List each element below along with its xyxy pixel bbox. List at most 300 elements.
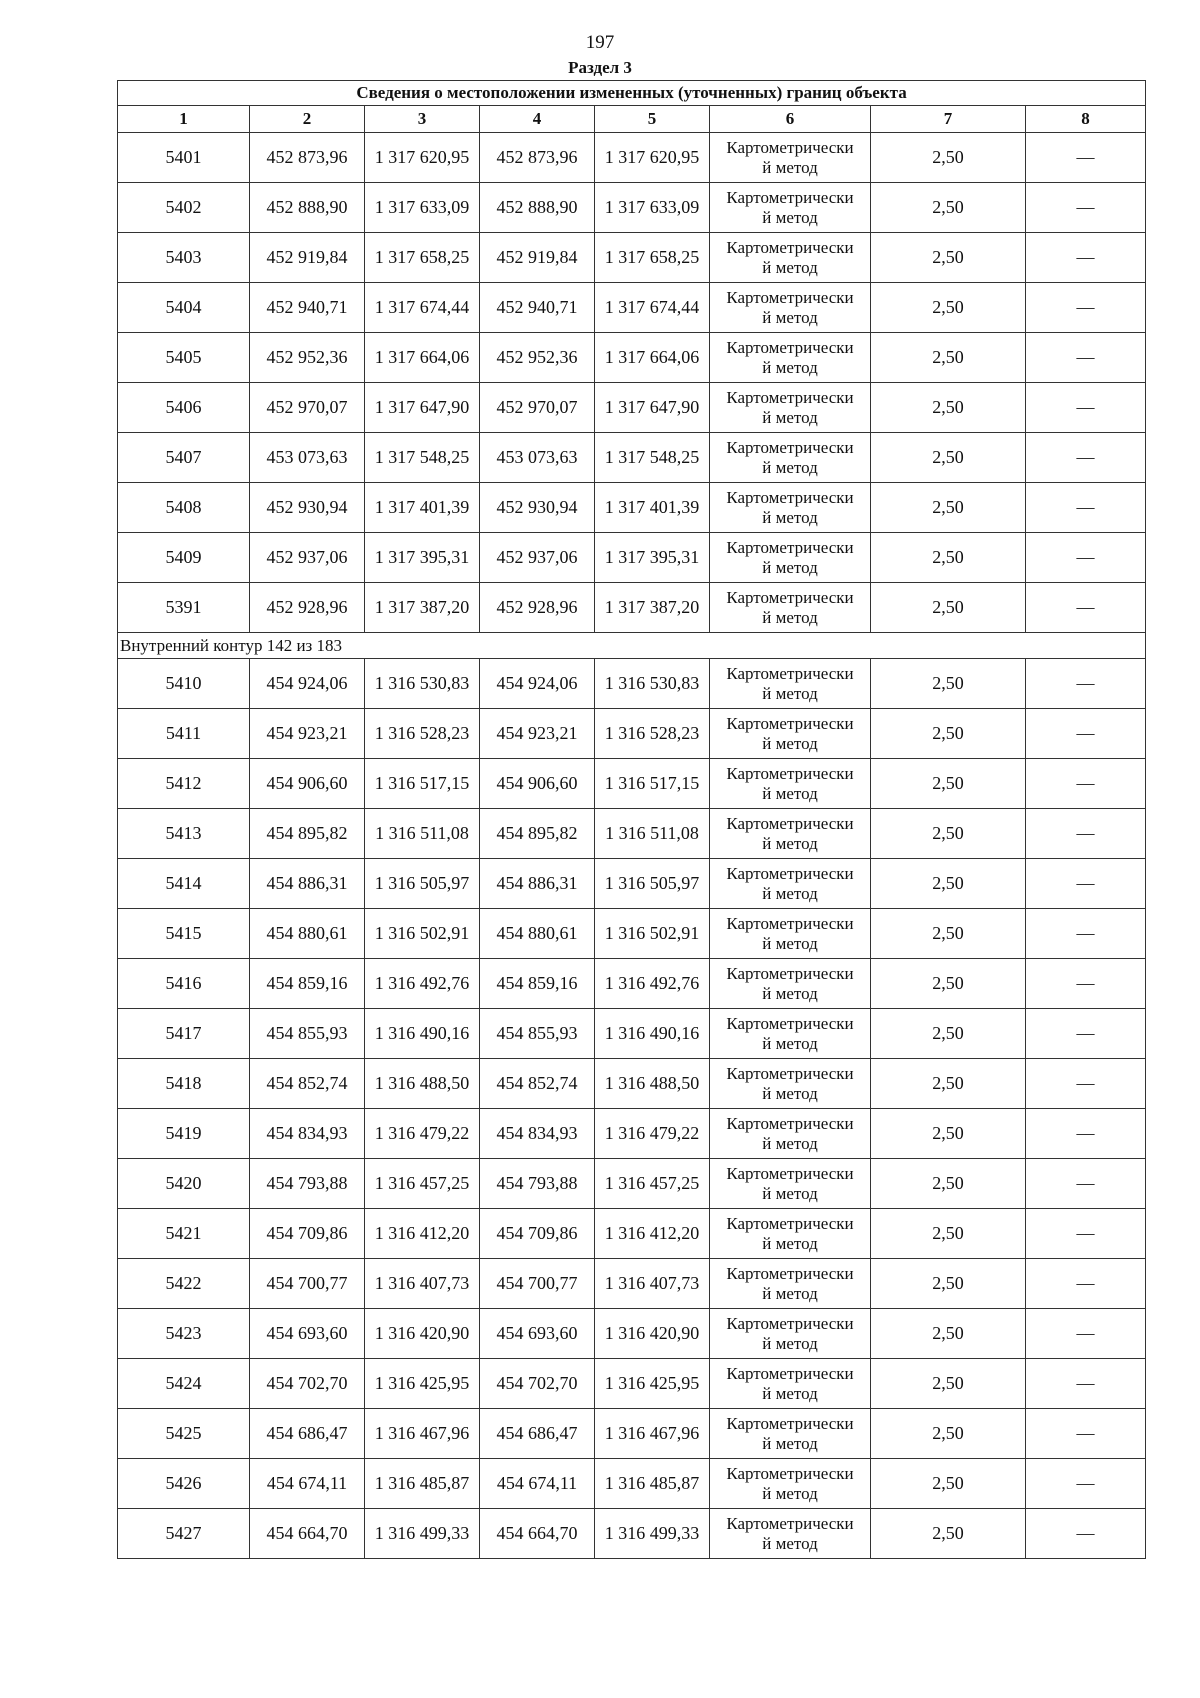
- method-text-line2: й метод: [762, 607, 818, 627]
- note-cell: —: [1026, 959, 1146, 1009]
- point-number-cell: 5407: [118, 433, 250, 483]
- accuracy-cell: 2,50: [871, 859, 1026, 909]
- coord-y-existing-cell: 1 316 420,90: [365, 1309, 480, 1359]
- note-cell: —: [1026, 809, 1146, 859]
- coord-x-existing-cell: 452 937,06: [250, 533, 365, 583]
- coord-x-new-cell: 454 674,11: [480, 1459, 595, 1509]
- method-text-line2: й метод: [762, 1083, 818, 1103]
- table-row: [118, 1209, 1146, 1259]
- accuracy-cell: 2,50: [871, 1159, 1026, 1209]
- note-cell: —: [1026, 1459, 1146, 1509]
- coord-x-new-cell: 454 686,47: [480, 1409, 595, 1459]
- column-header: 8: [1026, 106, 1146, 133]
- method-text-line1: Картометрически: [726, 537, 854, 557]
- table-row: [118, 183, 1146, 233]
- accuracy-cell: 2,50: [871, 133, 1026, 183]
- table-row: [118, 659, 1146, 709]
- coord-y-new-cell: 1 316 490,16: [595, 1009, 710, 1059]
- note-cell: —: [1026, 133, 1146, 183]
- coord-y-existing-cell: 1 316 505,97: [365, 859, 480, 909]
- method-text-line2: й метод: [762, 1183, 818, 1203]
- note-cell: —: [1026, 859, 1146, 909]
- coord-y-new-cell: 1 317 395,31: [595, 533, 710, 583]
- method-cell: [710, 759, 871, 809]
- coord-x-new-cell: 454 664,70: [480, 1509, 595, 1559]
- coord-y-new-cell: 1 317 658,25: [595, 233, 710, 283]
- point-number-cell: 5419: [118, 1109, 250, 1159]
- coord-x-new-cell: 454 834,93: [480, 1109, 595, 1159]
- point-number-cell: 5422: [118, 1259, 250, 1309]
- table-row: [118, 433, 1146, 483]
- coord-x-new-cell: 454 924,06: [480, 659, 595, 709]
- column-header: 6: [710, 106, 871, 133]
- accuracy-cell: 2,50: [871, 709, 1026, 759]
- method-text-line2: й метод: [762, 1283, 818, 1303]
- coord-x-new-cell: 454 895,82: [480, 809, 595, 859]
- note-cell: —: [1026, 533, 1146, 583]
- accuracy-cell: 2,50: [871, 909, 1026, 959]
- accuracy-cell: 2,50: [871, 1059, 1026, 1109]
- column-header: 3: [365, 106, 480, 133]
- note-cell: —: [1026, 709, 1146, 759]
- coord-x-existing-cell: 453 073,63: [250, 433, 365, 483]
- method-cell: [710, 383, 871, 433]
- column-header: 1: [118, 106, 250, 133]
- coord-x-existing-cell: 454 709,86: [250, 1209, 365, 1259]
- method-text-line2: й метод: [762, 1133, 818, 1153]
- method-cell: [710, 909, 871, 959]
- coord-x-new-cell: 454 693,60: [480, 1309, 595, 1359]
- method-text-line2: й метод: [762, 683, 818, 703]
- coord-y-existing-cell: 1 317 387,20: [365, 583, 480, 633]
- coord-y-new-cell: 1 316 499,33: [595, 1509, 710, 1559]
- coord-x-existing-cell: 454 834,93: [250, 1109, 365, 1159]
- method-text-line1: Картометрически: [726, 713, 854, 733]
- accuracy-cell: 2,50: [871, 959, 1026, 1009]
- coord-x-existing-cell: 454 686,47: [250, 1409, 365, 1459]
- accuracy-cell: 2,50: [871, 1359, 1026, 1409]
- point-number-cell: 5408: [118, 483, 250, 533]
- method-text-line2: й метод: [762, 783, 818, 803]
- method-text-line2: й метод: [762, 933, 818, 953]
- method-text-line2: й метод: [762, 883, 818, 903]
- coord-y-existing-cell: 1 316 412,20: [365, 1209, 480, 1259]
- table-row: [118, 133, 1146, 183]
- coord-y-new-cell: 1 317 647,90: [595, 383, 710, 433]
- coord-y-existing-cell: 1 316 530,83: [365, 659, 480, 709]
- method-text-line1: Картометрически: [726, 187, 854, 207]
- coord-x-existing-cell: 454 664,70: [250, 1509, 365, 1559]
- coord-y-new-cell: 1 317 674,44: [595, 283, 710, 333]
- accuracy-cell: 2,50: [871, 183, 1026, 233]
- point-number-cell: 5418: [118, 1059, 250, 1109]
- method-cell: [710, 959, 871, 1009]
- table-row: [118, 909, 1146, 959]
- table-row: [118, 483, 1146, 533]
- note-cell: —: [1026, 1059, 1146, 1109]
- method-text-line1: Картометрически: [726, 1063, 854, 1083]
- coord-x-existing-cell: 454 859,16: [250, 959, 365, 1009]
- coord-x-new-cell: 454 793,88: [480, 1159, 595, 1209]
- point-number-cell: 5402: [118, 183, 250, 233]
- method-text-line1: Картометрически: [726, 1013, 854, 1033]
- note-cell: —: [1026, 1359, 1146, 1409]
- method-text-line2: й метод: [762, 1433, 818, 1453]
- point-number-cell: 5411: [118, 709, 250, 759]
- method-text-line2: й метод: [762, 1033, 818, 1053]
- point-number-cell: 5426: [118, 1459, 250, 1509]
- coord-x-existing-cell: 454 855,93: [250, 1009, 365, 1059]
- method-cell: [710, 433, 871, 483]
- table-row: [118, 1509, 1146, 1559]
- method-text-line1: Картометрически: [726, 237, 854, 257]
- table-row: [118, 859, 1146, 909]
- coord-y-existing-cell: 1 316 425,95: [365, 1359, 480, 1409]
- accuracy-cell: 2,50: [871, 1009, 1026, 1059]
- method-text-line1: Картометрически: [726, 287, 854, 307]
- method-text-line2: й метод: [762, 507, 818, 527]
- method-cell: [710, 533, 871, 583]
- point-number-cell: 5417: [118, 1009, 250, 1059]
- method-text-line2: й метод: [762, 457, 818, 477]
- note-cell: —: [1026, 1309, 1146, 1359]
- table-row: [118, 533, 1146, 583]
- method-cell: [710, 283, 871, 333]
- coord-y-existing-cell: 1 316 511,08: [365, 809, 480, 859]
- coord-x-new-cell: 454 702,70: [480, 1359, 595, 1409]
- coord-y-new-cell: 1 317 620,95: [595, 133, 710, 183]
- method-cell: [710, 859, 871, 909]
- coord-y-existing-cell: 1 316 499,33: [365, 1509, 480, 1559]
- method-text-line2: й метод: [762, 833, 818, 853]
- point-number-cell: 5421: [118, 1209, 250, 1259]
- method-text-line1: Картометрически: [726, 1363, 854, 1383]
- accuracy-cell: 2,50: [871, 383, 1026, 433]
- coord-x-new-cell: 454 880,61: [480, 909, 595, 959]
- method-text-line2: й метод: [762, 733, 818, 753]
- accuracy-cell: 2,50: [871, 1409, 1026, 1459]
- point-number-cell: 5410: [118, 659, 250, 709]
- table-row: [118, 1409, 1146, 1459]
- coord-y-new-cell: 1 316 517,15: [595, 759, 710, 809]
- method-text-line1: Картометрически: [726, 1263, 854, 1283]
- note-cell: —: [1026, 433, 1146, 483]
- table-row: [118, 383, 1146, 433]
- note-cell: —: [1026, 659, 1146, 709]
- method-text-line1: Картометрически: [726, 863, 854, 883]
- coord-x-existing-cell: 454 700,77: [250, 1259, 365, 1309]
- note-cell: —: [1026, 1109, 1146, 1159]
- note-cell: —: [1026, 1259, 1146, 1309]
- coord-x-new-cell: 452 940,71: [480, 283, 595, 333]
- coord-x-existing-cell: 454 924,06: [250, 659, 365, 709]
- coord-y-existing-cell: 1 317 548,25: [365, 433, 480, 483]
- coord-x-existing-cell: 452 888,90: [250, 183, 365, 233]
- coord-y-existing-cell: 1 317 633,09: [365, 183, 480, 233]
- coord-y-new-cell: 1 316 425,95: [595, 1359, 710, 1409]
- method-cell: [710, 133, 871, 183]
- method-text-line2: й метод: [762, 983, 818, 1003]
- coord-y-existing-cell: 1 317 620,95: [365, 133, 480, 183]
- note-cell: —: [1026, 483, 1146, 533]
- point-number-cell: 5427: [118, 1509, 250, 1559]
- coord-y-existing-cell: 1 317 658,25: [365, 233, 480, 283]
- coord-x-new-cell: 452 937,06: [480, 533, 595, 583]
- note-cell: —: [1026, 1409, 1146, 1459]
- accuracy-cell: 2,50: [871, 1309, 1026, 1359]
- point-number-cell: 5409: [118, 533, 250, 583]
- note-cell: —: [1026, 583, 1146, 633]
- coord-x-new-cell: 452 919,84: [480, 233, 595, 283]
- method-cell: [710, 1109, 871, 1159]
- column-header: 7: [871, 106, 1026, 133]
- note-cell: —: [1026, 1159, 1146, 1209]
- coord-y-new-cell: 1 316 528,23: [595, 709, 710, 759]
- method-text-line1: Картометрически: [726, 137, 854, 157]
- coord-x-new-cell: 454 906,60: [480, 759, 595, 809]
- coord-y-new-cell: 1 316 485,87: [595, 1459, 710, 1509]
- coord-x-existing-cell: 454 923,21: [250, 709, 365, 759]
- method-text-line2: й метод: [762, 307, 818, 327]
- accuracy-cell: 2,50: [871, 659, 1026, 709]
- method-text-line1: Картометрически: [726, 587, 854, 607]
- note-cell: —: [1026, 1009, 1146, 1059]
- coord-y-new-cell: 1 317 664,06: [595, 333, 710, 383]
- coord-x-new-cell: 452 930,94: [480, 483, 595, 533]
- coord-x-existing-cell: 452 952,36: [250, 333, 365, 383]
- coord-y-new-cell: 1 316 492,76: [595, 959, 710, 1009]
- coord-x-existing-cell: 454 895,82: [250, 809, 365, 859]
- coord-y-existing-cell: 1 316 485,87: [365, 1459, 480, 1509]
- coord-y-existing-cell: 1 316 492,76: [365, 959, 480, 1009]
- point-number-cell: 5423: [118, 1309, 250, 1359]
- table-body: [118, 133, 1146, 1559]
- point-number-cell: 5416: [118, 959, 250, 1009]
- note-cell: —: [1026, 283, 1146, 333]
- note-cell: —: [1026, 1209, 1146, 1259]
- method-cell: [710, 1009, 871, 1059]
- coord-y-existing-cell: 1 316 490,16: [365, 1009, 480, 1059]
- table-row: [118, 1009, 1146, 1059]
- method-text-line1: Картометрически: [726, 387, 854, 407]
- coord-x-new-cell: 452 873,96: [480, 133, 595, 183]
- table-row: [118, 1159, 1146, 1209]
- coord-y-new-cell: 1 316 420,90: [595, 1309, 710, 1359]
- coord-y-existing-cell: 1 316 479,22: [365, 1109, 480, 1159]
- point-number-cell: 5420: [118, 1159, 250, 1209]
- method-cell: [710, 1059, 871, 1109]
- coord-y-new-cell: 1 316 530,83: [595, 659, 710, 709]
- point-number-cell: 5404: [118, 283, 250, 333]
- coord-y-new-cell: 1 316 457,25: [595, 1159, 710, 1209]
- coord-y-new-cell: 1 316 412,20: [595, 1209, 710, 1259]
- coord-y-existing-cell: 1 316 528,23: [365, 709, 480, 759]
- method-cell: [710, 183, 871, 233]
- point-number-cell: 5415: [118, 909, 250, 959]
- coord-x-new-cell: 454 852,74: [480, 1059, 595, 1109]
- page-number: 197: [585, 32, 615, 53]
- coord-x-existing-cell: 454 702,70: [250, 1359, 365, 1409]
- coord-x-new-cell: 452 970,07: [480, 383, 595, 433]
- coord-y-new-cell: 1 316 511,08: [595, 809, 710, 859]
- method-text-line1: Картометрически: [726, 1163, 854, 1183]
- coord-y-new-cell: 1 316 479,22: [595, 1109, 710, 1159]
- coord-x-new-cell: 454 700,77: [480, 1259, 595, 1309]
- method-text-line1: Картометрически: [726, 1513, 854, 1533]
- note-cell: —: [1026, 233, 1146, 283]
- coord-y-new-cell: 1 316 502,91: [595, 909, 710, 959]
- table-row: [118, 1059, 1146, 1109]
- table-row: [118, 1259, 1146, 1309]
- coord-x-existing-cell: 454 674,11: [250, 1459, 365, 1509]
- method-text-line2: й метод: [762, 1483, 818, 1503]
- point-number-cell: 5405: [118, 333, 250, 383]
- coord-x-existing-cell: 454 880,61: [250, 909, 365, 959]
- contour-label: Внутренний контур 142 из 183: [118, 633, 1146, 659]
- coord-y-existing-cell: 1 317 674,44: [365, 283, 480, 333]
- accuracy-cell: 2,50: [871, 433, 1026, 483]
- method-text-line1: Картометрически: [726, 1463, 854, 1483]
- table-row: [118, 759, 1146, 809]
- method-text-line2: й метод: [762, 1533, 818, 1553]
- coord-y-existing-cell: 1 316 457,25: [365, 1159, 480, 1209]
- method-text-line2: й метод: [762, 1233, 818, 1253]
- method-cell: [710, 1509, 871, 1559]
- method-text-line1: Картометрически: [726, 1413, 854, 1433]
- column-header: 4: [480, 106, 595, 133]
- method-text-line2: й метод: [762, 1383, 818, 1403]
- coord-x-new-cell: 453 073,63: [480, 433, 595, 483]
- method-cell: [710, 1159, 871, 1209]
- method-text-line1: Картометрически: [726, 963, 854, 983]
- method-text-line1: Картометрически: [726, 487, 854, 507]
- column-header: 5: [595, 106, 710, 133]
- point-number-cell: 5425: [118, 1409, 250, 1459]
- method-cell: [710, 1309, 871, 1359]
- accuracy-cell: 2,50: [871, 1109, 1026, 1159]
- point-number-cell: 5406: [118, 383, 250, 433]
- method-text-line2: й метод: [762, 257, 818, 277]
- contour-separator-row: [118, 633, 1146, 659]
- coord-y-new-cell: 1 316 407,73: [595, 1259, 710, 1309]
- note-cell: —: [1026, 1509, 1146, 1559]
- method-text-line1: Картометрически: [726, 337, 854, 357]
- coord-y-existing-cell: 1 316 467,96: [365, 1409, 480, 1459]
- accuracy-cell: 2,50: [871, 233, 1026, 283]
- coord-y-new-cell: 1 316 467,96: [595, 1409, 710, 1459]
- accuracy-cell: 2,50: [871, 809, 1026, 859]
- coord-y-existing-cell: 1 317 401,39: [365, 483, 480, 533]
- column-header: 2: [250, 106, 365, 133]
- note-cell: —: [1026, 759, 1146, 809]
- accuracy-cell: 2,50: [871, 1509, 1026, 1559]
- coord-x-existing-cell: 454 793,88: [250, 1159, 365, 1209]
- table-row: [118, 809, 1146, 859]
- point-number-cell: 5391: [118, 583, 250, 633]
- method-cell: [710, 659, 871, 709]
- point-number-cell: 5414: [118, 859, 250, 909]
- coord-x-new-cell: 452 928,96: [480, 583, 595, 633]
- method-cell: [710, 1259, 871, 1309]
- accuracy-cell: 2,50: [871, 759, 1026, 809]
- method-text-line1: Картометрически: [726, 813, 854, 833]
- coord-x-existing-cell: 454 886,31: [250, 859, 365, 909]
- table-row: [118, 1309, 1146, 1359]
- note-cell: —: [1026, 333, 1146, 383]
- table-row: [118, 959, 1146, 1009]
- accuracy-cell: 2,50: [871, 483, 1026, 533]
- coord-x-existing-cell: 452 930,94: [250, 483, 365, 533]
- method-cell: [710, 333, 871, 383]
- method-text-line2: й метод: [762, 207, 818, 227]
- boundary-coordinates-table: [117, 80, 1146, 1559]
- coord-x-existing-cell: 452 940,71: [250, 283, 365, 333]
- coord-x-new-cell: 454 709,86: [480, 1209, 595, 1259]
- point-number-cell: 5403: [118, 233, 250, 283]
- coord-x-existing-cell: 452 928,96: [250, 583, 365, 633]
- accuracy-cell: 2,50: [871, 1209, 1026, 1259]
- method-text-line2: й метод: [762, 157, 818, 177]
- method-cell: [710, 233, 871, 283]
- table-row: [118, 283, 1146, 333]
- method-text-line2: й метод: [762, 1333, 818, 1353]
- table-row: [118, 1359, 1146, 1409]
- accuracy-cell: 2,50: [871, 533, 1026, 583]
- coord-x-new-cell: 454 886,31: [480, 859, 595, 909]
- method-cell: [710, 1409, 871, 1459]
- table-caption: Сведения о местоположении измененных (уточненных) границ объекта: [118, 81, 1146, 106]
- coord-y-new-cell: 1 317 387,20: [595, 583, 710, 633]
- coord-y-new-cell: 1 317 633,09: [595, 183, 710, 233]
- note-cell: —: [1026, 183, 1146, 233]
- method-cell: [710, 1459, 871, 1509]
- coord-x-new-cell: 454 923,21: [480, 709, 595, 759]
- coord-x-new-cell: 452 888,90: [480, 183, 595, 233]
- method-text-line1: Картометрически: [726, 1113, 854, 1133]
- coord-y-new-cell: 1 316 505,97: [595, 859, 710, 909]
- coord-y-existing-cell: 1 317 647,90: [365, 383, 480, 433]
- method-text-line1: Картометрически: [726, 437, 854, 457]
- method-text-line2: й метод: [762, 557, 818, 577]
- table-row: [118, 1109, 1146, 1159]
- point-number-cell: 5412: [118, 759, 250, 809]
- table-row: [118, 1459, 1146, 1509]
- method-text-line1: Картометрически: [726, 1213, 854, 1233]
- table-row: [118, 333, 1146, 383]
- accuracy-cell: 2,50: [871, 283, 1026, 333]
- method-cell: [710, 809, 871, 859]
- method-cell: [710, 1359, 871, 1409]
- accuracy-cell: 2,50: [871, 583, 1026, 633]
- coord-y-existing-cell: 1 316 407,73: [365, 1259, 480, 1309]
- method-text-line2: й метод: [762, 357, 818, 377]
- method-text-line1: Картометрически: [726, 663, 854, 683]
- coord-x-existing-cell: 452 970,07: [250, 383, 365, 433]
- coord-x-existing-cell: 454 852,74: [250, 1059, 365, 1109]
- point-number-cell: 5413: [118, 809, 250, 859]
- table-row: [118, 233, 1146, 283]
- coord-x-new-cell: 454 859,16: [480, 959, 595, 1009]
- coord-x-existing-cell: 454 693,60: [250, 1309, 365, 1359]
- coord-y-existing-cell: 1 317 395,31: [365, 533, 480, 583]
- coord-y-new-cell: 1 317 548,25: [595, 433, 710, 483]
- coord-x-new-cell: 452 952,36: [480, 333, 595, 383]
- accuracy-cell: 2,50: [871, 333, 1026, 383]
- note-cell: —: [1026, 383, 1146, 433]
- note-cell: —: [1026, 909, 1146, 959]
- point-number-cell: 5424: [118, 1359, 250, 1409]
- coord-x-existing-cell: 452 873,96: [250, 133, 365, 183]
